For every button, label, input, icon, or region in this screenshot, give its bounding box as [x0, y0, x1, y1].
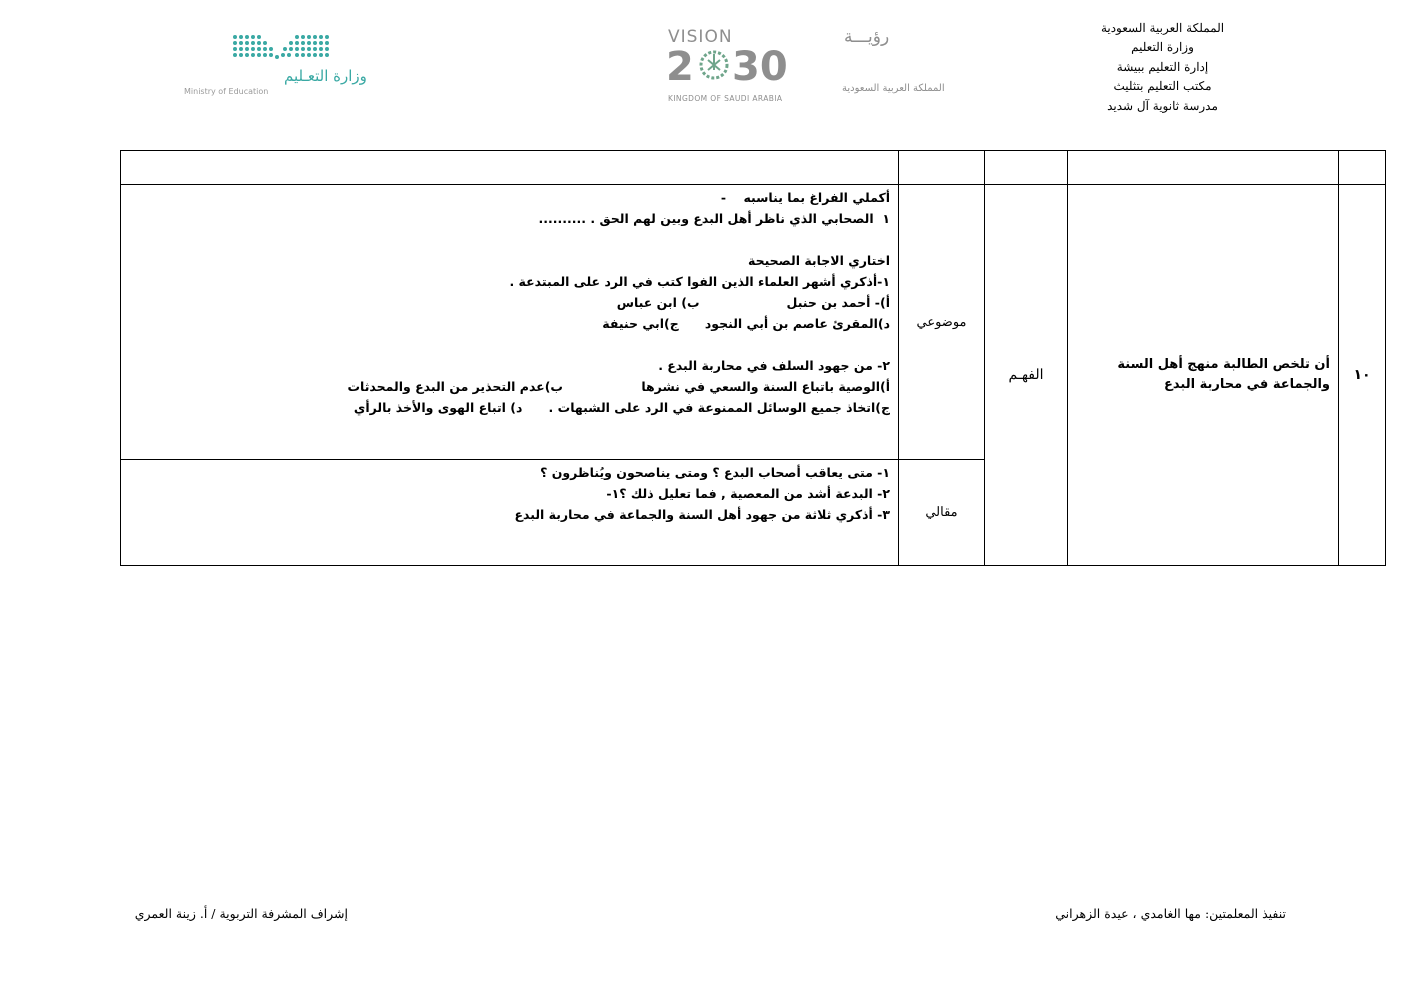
exam-specification-table — [120, 150, 1386, 566]
table-row — [121, 185, 1386, 460]
question-line: ج)اتخاذ جميع الوسائل الممنوعة في الرد على الشبهات . د) اتباع الهوى والأخذ بالرأي — [353, 400, 890, 415]
objective-questions-cell — [121, 185, 899, 460]
question-line: د)المقرئ عاصم بن أبي النجود ج)ابي حنيفة — [602, 316, 890, 331]
header-line-country: المملكة العربية السعودية — [1100, 21, 1225, 35]
ministry-of-education-logo — [180, 30, 367, 100]
header-cell-objective — [1068, 151, 1339, 185]
cognitive-level: الفهـم — [985, 185, 1068, 566]
header-line-office: مكتب التعليم بتثليث — [1113, 79, 1212, 94]
essay-questions-cell — [121, 460, 899, 566]
question-line: ١ الصحابي الذي ناظر أهل البدع وبين لهم الحق . .......... — [538, 211, 890, 226]
question-line: أ)الوصية باتباع السنة والسعي في نشرها ب)عدم التحذير من البدع والمحدثات — [347, 379, 890, 394]
dots-pattern-icon — [233, 35, 329, 59]
header-cell-type — [899, 151, 985, 185]
vision-english-kingdom: KINGDOM OF SAUDI ARABIA — [668, 94, 783, 103]
objective-line: أن تلخص الطالبة منهج أهل السنة — [1117, 357, 1330, 372]
table-header-row — [121, 151, 1386, 185]
question-type-essay: مقالي — [899, 460, 985, 566]
footer-teachers: تنفيذ المعلمتين: مها الغامدي ، عيدة الزهراني — [1055, 906, 1286, 921]
institution-header — [1090, 19, 1235, 116]
vision-2030-logo — [664, 24, 945, 104]
vision-word: VISION — [668, 27, 733, 47]
question-line: ٣- أذكري ثلاثة من جهود أهل السنة والجماعة في محاربة البدع — [514, 507, 890, 522]
ministry-english-name: Ministry of Education — [184, 87, 269, 96]
learning-objective — [1068, 185, 1339, 566]
header-cell-number — [1339, 151, 1386, 185]
question-line: ٢- من جهود السلف في محاربة البدع . — [658, 358, 890, 373]
question-line: ٢- البدعة أشد من المعصية , فما تعليل ذلك ؟١- — [606, 486, 890, 501]
year-digits-30: 30 — [732, 44, 788, 90]
header-line-administration: إدارة التعليم ببيشة — [1116, 59, 1209, 74]
question-line — [127, 229, 890, 250]
header-cell-level — [985, 151, 1068, 185]
header-line-ministry: وزارة التعليم — [1131, 40, 1194, 55]
question-line: أ)- أحمد بن حنبل ب) ابن عباس — [616, 295, 890, 310]
question-line: ١-أذكري أشهر العلماء الذين الفوا كتب في الرد على المبتدعة . — [509, 274, 890, 289]
question-type-objective: موضوعي — [899, 185, 985, 460]
question-line — [127, 334, 890, 355]
emblem-icon — [701, 52, 727, 78]
vision-arabic-kingdom: المملكة العربية السعودية — [842, 83, 945, 94]
question-line: أكملي الفراغ بما يناسبه - — [720, 190, 890, 205]
question-line: اختاري الاجابة الصحيحة — [747, 253, 890, 268]
ministry-arabic-name: وزارة التعـليم — [284, 67, 367, 85]
header-cell-questions — [121, 151, 899, 185]
row-number: ١٠ — [1339, 185, 1386, 566]
footer-supervisor: إشراف المشرفة التربوية / أ. زينة العمري — [134, 906, 348, 921]
question-line: ١- متى يعاقب أصحاب البدع ؟ ومتى يناصحون ويُناظرون ؟ — [540, 465, 890, 480]
year-digit-2: 2 — [666, 44, 694, 90]
ruya-word: رؤيـــة — [844, 27, 890, 47]
header-line-school: مدرسة ثانوية آل شديد — [1107, 98, 1218, 113]
objective-line: والجماعة في محاربة البدع — [1164, 377, 1330, 392]
